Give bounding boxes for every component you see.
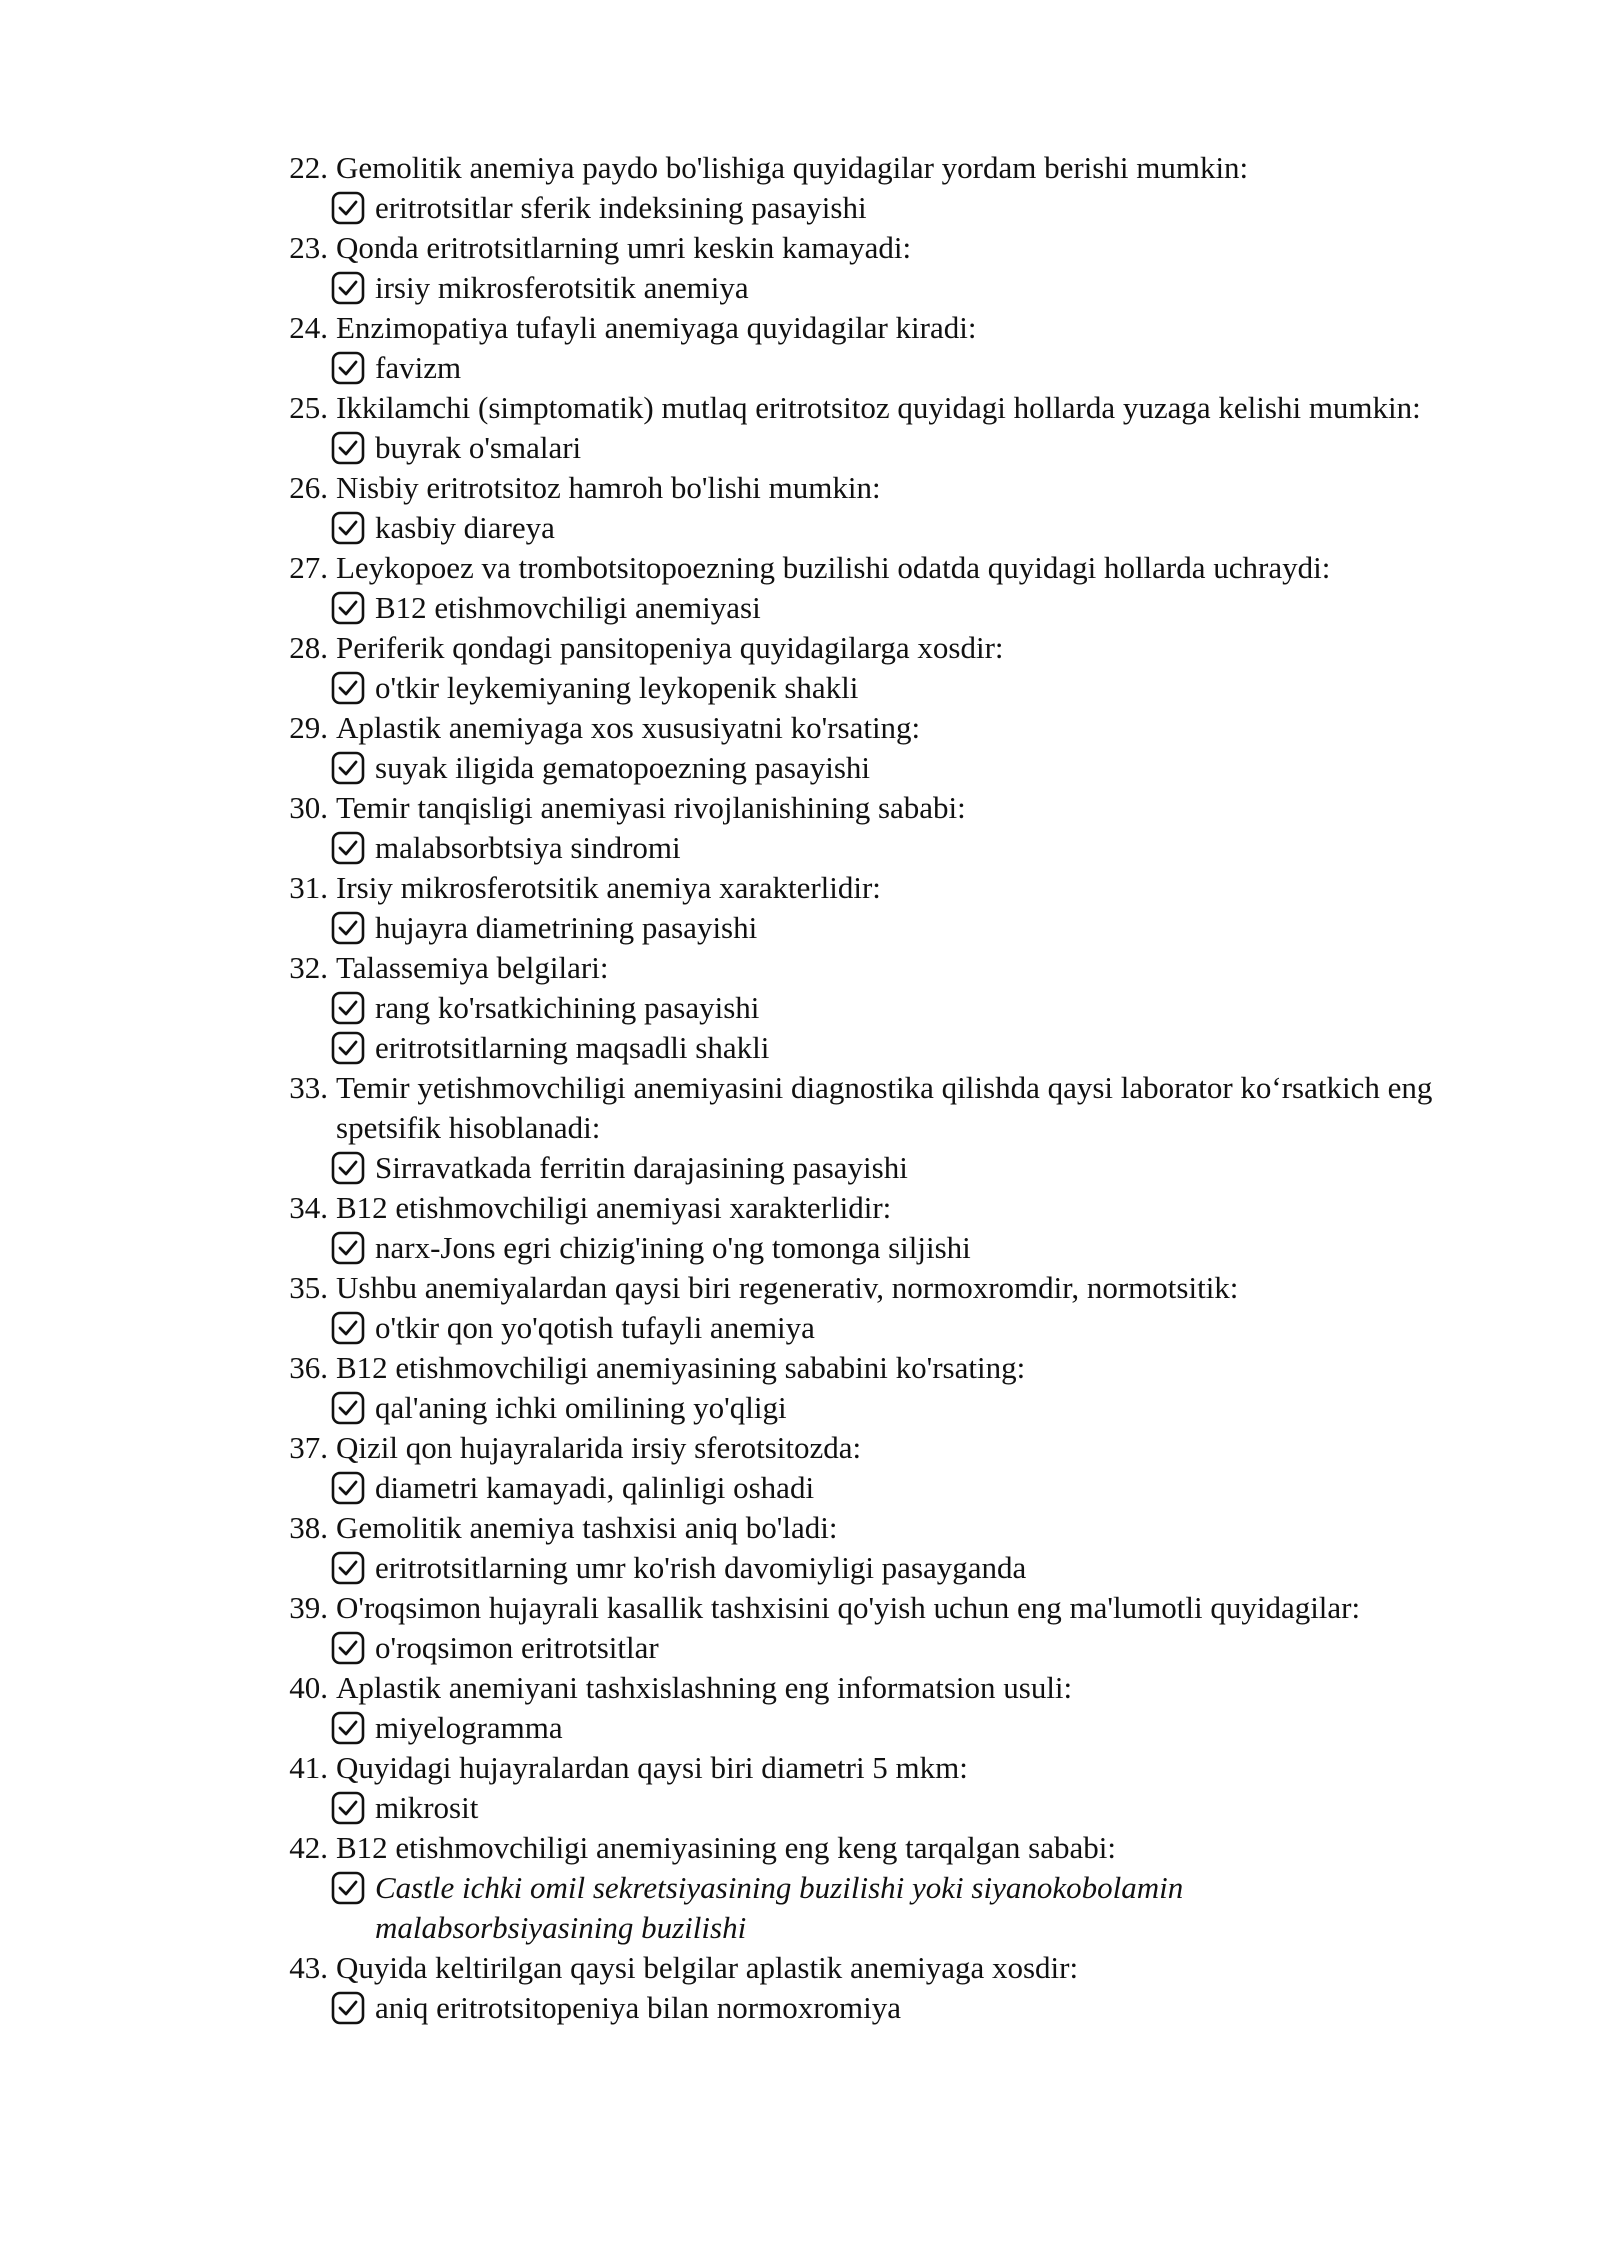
question-text: B12 etishmovchiligi anemiyasining sababini ko'rsating:: [336, 1350, 1026, 1385]
answer-option: [0, 1468, 1481, 1508]
answer-option: [0, 508, 1481, 548]
question-item: [0, 1828, 1600, 1948]
checked-box-icon: [331, 1151, 365, 1185]
answer-option: [0, 1028, 1481, 1068]
question-number: 41.: [289, 1750, 328, 1785]
checked-box-icon: [331, 1631, 365, 1665]
question-text: Periferik qondagi pansitopeniya quyidagilarga xosdir:: [336, 630, 1004, 665]
question-item: [0, 468, 1600, 548]
answer-text: buyrak o'smalari: [375, 430, 582, 465]
answer-text: o'roqsimon eritrotsitlar: [375, 1630, 659, 1665]
answer-text: Castle ichki omil sekretsiyasining buzilishi yoki siyanokobolamin malabsorbsiyasining buzilishi: [375, 1870, 1184, 1945]
answer-option: [0, 268, 1481, 308]
question-item: [0, 548, 1600, 628]
question-item: [0, 1748, 1600, 1828]
checked-box-icon: [331, 351, 365, 385]
question-number: 43.: [289, 1950, 328, 1985]
question-item: [0, 1268, 1600, 1348]
checked-box-icon: [331, 991, 365, 1025]
question-item: [0, 1348, 1600, 1428]
question-item: [0, 708, 1600, 788]
question-number: 42.: [289, 1830, 328, 1865]
checked-box-icon: [331, 831, 365, 865]
checked-box-icon: [331, 271, 365, 305]
answer-option: [0, 908, 1481, 948]
question-text: Gemolitik anemiya tashxisi aniq bo'ladi:: [336, 1510, 838, 1545]
question-line: [0, 868, 1600, 908]
answer-text: hujayra diametrining pasayishi: [375, 910, 758, 945]
answer-option: [0, 748, 1481, 788]
question-number: 25.: [289, 390, 328, 425]
answer-option: [0, 188, 1481, 228]
question-line: [0, 228, 1600, 268]
checked-box-icon: [331, 751, 365, 785]
question-text: Qonda eritrotsitlarning umri keskin kamayadi:: [336, 230, 912, 265]
question-item: [0, 1508, 1600, 1588]
answer-text: suyak iligida gematopoezning pasayishi: [375, 750, 871, 785]
question-number: 28.: [289, 630, 328, 665]
answer-text: narx-Jons egri chizig'ining o'ng tomonga siljishi: [375, 1230, 971, 1265]
answer-option: [0, 1708, 1481, 1748]
question-number: 26.: [289, 470, 328, 505]
question-line: [0, 308, 1600, 348]
question-text: Enzimopatiya tufayli anemiyaga quyidagilar kiradi:: [336, 310, 977, 345]
checked-box-icon: [331, 1871, 365, 1905]
question-text: Quyidagi hujayralardan qaysi biri diametri 5 mkm:: [336, 1750, 968, 1785]
question-line: [0, 788, 1600, 828]
answer-text: mikrosit: [375, 1790, 479, 1825]
checked-box-icon: [331, 671, 365, 705]
checked-box-icon: [331, 1471, 365, 1505]
question-text: O'roqsimon hujayrali kasallik tashxisini qo'yish uchun eng ma'lumotli quyidagilar:: [336, 1590, 1361, 1625]
question-item: [0, 148, 1600, 228]
question-text: Ikkilamchi (simptomatik) mutlaq eritrotsitoz quyidagi hollarda yuzaga kelishi mumkin:: [336, 390, 1421, 425]
question-line: [0, 1668, 1600, 1708]
question-text: B12 etishmovchiligi anemiyasining eng keng tarqalgan sababi:: [336, 1830, 1116, 1865]
checked-box-icon: [331, 191, 365, 225]
question-number: 29.: [289, 710, 328, 745]
answer-option: [0, 1148, 1481, 1188]
answer-option: [0, 1628, 1481, 1668]
checked-box-icon: [331, 1231, 365, 1265]
answer-text: malabsorbtsiya sindromi: [375, 830, 681, 865]
question-line: [0, 1068, 1600, 1148]
question-number: 24.: [289, 310, 328, 345]
question-line: [0, 1428, 1600, 1468]
answer-text: B12 etishmovchiligi anemiyasi: [375, 590, 761, 625]
answer-text: irsiy mikrosferotsitik anemiya: [375, 270, 749, 305]
question-number: 34.: [289, 1190, 328, 1225]
answer-text: eritrotsitlarning umr ko'rish davomiyligi pasayganda: [375, 1550, 1027, 1585]
question-text: Nisbiy eritrotsitoz hamroh bo'lishi mumkin:: [336, 470, 881, 505]
question-line: [0, 548, 1600, 588]
question-text: Quyida keltirilgan qaysi belgilar aplastik anemiyaga xosdir:: [336, 1950, 1079, 1985]
question-text: Temir yetishmovchiligi anemiyasini diagnostika qilishda qaysi laborator ko‘rsatkich eng spetsifik hisoblanadi:: [336, 1070, 1433, 1145]
question-number: 30.: [289, 790, 328, 825]
answer-text: aniq eritrotsitopeniya bilan normoxromiya: [375, 1990, 902, 2025]
checked-box-icon: [331, 1031, 365, 1065]
question-line: [0, 148, 1600, 188]
question-line: [0, 708, 1600, 748]
checked-box-icon: [331, 1711, 365, 1745]
question-line: [0, 468, 1600, 508]
question-text: Leykopoez va trombotsitopoezning buzilishi odatda quyidagi hollarda uchraydi:: [336, 550, 1331, 585]
question-line: [0, 1268, 1600, 1308]
question-item: [0, 628, 1600, 708]
question-line: [0, 1748, 1600, 1788]
question-number: 36.: [289, 1350, 328, 1385]
answer-text: eritrotsitlar sferik indeksining pasayishi: [375, 190, 867, 225]
question-item: [0, 868, 1600, 948]
answer-option: [0, 588, 1481, 628]
question-number: 37.: [289, 1430, 328, 1465]
checked-box-icon: [331, 431, 365, 465]
question-text: Irsiy mikrosferotsitik anemiya xarakterlidir:: [336, 870, 881, 905]
question-number: 38.: [289, 1510, 328, 1545]
question-text: Gemolitik anemiya paydo bo'lishiga quyidagilar yordam berishi mumkin:: [336, 150, 1249, 185]
answer-text: o'tkir qon yo'qotish tufayli anemiya: [375, 1310, 815, 1345]
answer-option: [0, 828, 1481, 868]
question-text: Aplastik anemiyaga xos xususiyatni ko'rsating:: [336, 710, 921, 745]
question-item: [0, 1188, 1600, 1268]
question-number: 27.: [289, 550, 328, 585]
question-item: [0, 1668, 1600, 1748]
answer-option: [0, 428, 1481, 468]
answer-option: [0, 1388, 1481, 1428]
question-text: B12 etishmovchiligi anemiyasi xarakterlidir:: [336, 1190, 892, 1225]
answer-option: [0, 1228, 1481, 1268]
question-item: [0, 1068, 1600, 1188]
checked-box-icon: [331, 1311, 365, 1345]
answer-text: eritrotsitlarning maqsadli shakli: [375, 1030, 770, 1065]
checked-box-icon: [331, 1791, 365, 1825]
question-line: [0, 388, 1600, 428]
question-line: [0, 1948, 1600, 1988]
question-text: Aplastik anemiyani tashxislashning eng informatsion usuli:: [336, 1670, 1073, 1705]
question-item: [0, 788, 1600, 868]
question-number: 33.: [289, 1070, 328, 1105]
answer-option: [0, 668, 1481, 708]
answer-text: rang ko'rsatkichining pasayishi: [375, 990, 760, 1025]
checked-box-icon: [331, 1551, 365, 1585]
answer-option: [0, 988, 1481, 1028]
question-item: [0, 388, 1600, 468]
question-line: [0, 1508, 1600, 1548]
question-text: Qizil qon hujayralarida irsiy sferotsitozda:: [336, 1430, 862, 1465]
answer-option: [0, 348, 1481, 388]
checked-box-icon: [331, 911, 365, 945]
question-text: Temir tanqisligi anemiyasi rivojlanishining sababi:: [336, 790, 966, 825]
question-list: [0, 148, 1600, 2028]
question-number: 31.: [289, 870, 328, 905]
question-item: [0, 1948, 1600, 2028]
question-line: [0, 948, 1600, 988]
question-line: [0, 1828, 1600, 1868]
question-text: Talassemiya belgilari:: [336, 950, 609, 985]
question-item: [0, 1588, 1600, 1668]
checked-box-icon: [331, 1991, 365, 2025]
question-number: 39.: [289, 1590, 328, 1625]
answer-option: [0, 1548, 1481, 1588]
answer-text: Sirravatkada ferritin darajasining pasayishi: [375, 1150, 908, 1185]
question-number: 40.: [289, 1670, 328, 1705]
checked-box-icon: [331, 591, 365, 625]
checked-box-icon: [331, 1391, 365, 1425]
question-item: [0, 948, 1600, 1068]
question-number: 22.: [289, 150, 328, 185]
question-line: [0, 1348, 1600, 1388]
checked-box-icon: [331, 511, 365, 545]
answer-text: diametri kamayadi, qalinligi oshadi: [375, 1470, 815, 1505]
answer-text: kasbiy diareya: [375, 510, 555, 545]
answer-text: qal'aning ichki omilining yo'qligi: [375, 1390, 787, 1425]
answer-option: [0, 1988, 1481, 2028]
question-number: 35.: [289, 1270, 328, 1305]
question-line: [0, 1588, 1600, 1628]
question-line: [0, 1188, 1600, 1228]
answer-text: o'tkir leykemiyaning leykopenik shakli: [375, 670, 859, 705]
question-number: 23.: [289, 230, 328, 265]
question-line: [0, 628, 1600, 668]
question-item: [0, 1428, 1600, 1508]
question-text: Ushbu anemiyalardan qaysi biri regenerativ, normoxromdir, normotsitik:: [336, 1270, 1239, 1305]
answer-option: [0, 1788, 1481, 1828]
question-item: [0, 228, 1600, 308]
answer-option: [0, 1308, 1481, 1348]
answer-option: [0, 1868, 1481, 1948]
question-number: 32.: [289, 950, 328, 985]
question-item: [0, 308, 1600, 388]
answer-text: miyelogramma: [375, 1710, 563, 1745]
answer-text: favizm: [375, 350, 462, 385]
